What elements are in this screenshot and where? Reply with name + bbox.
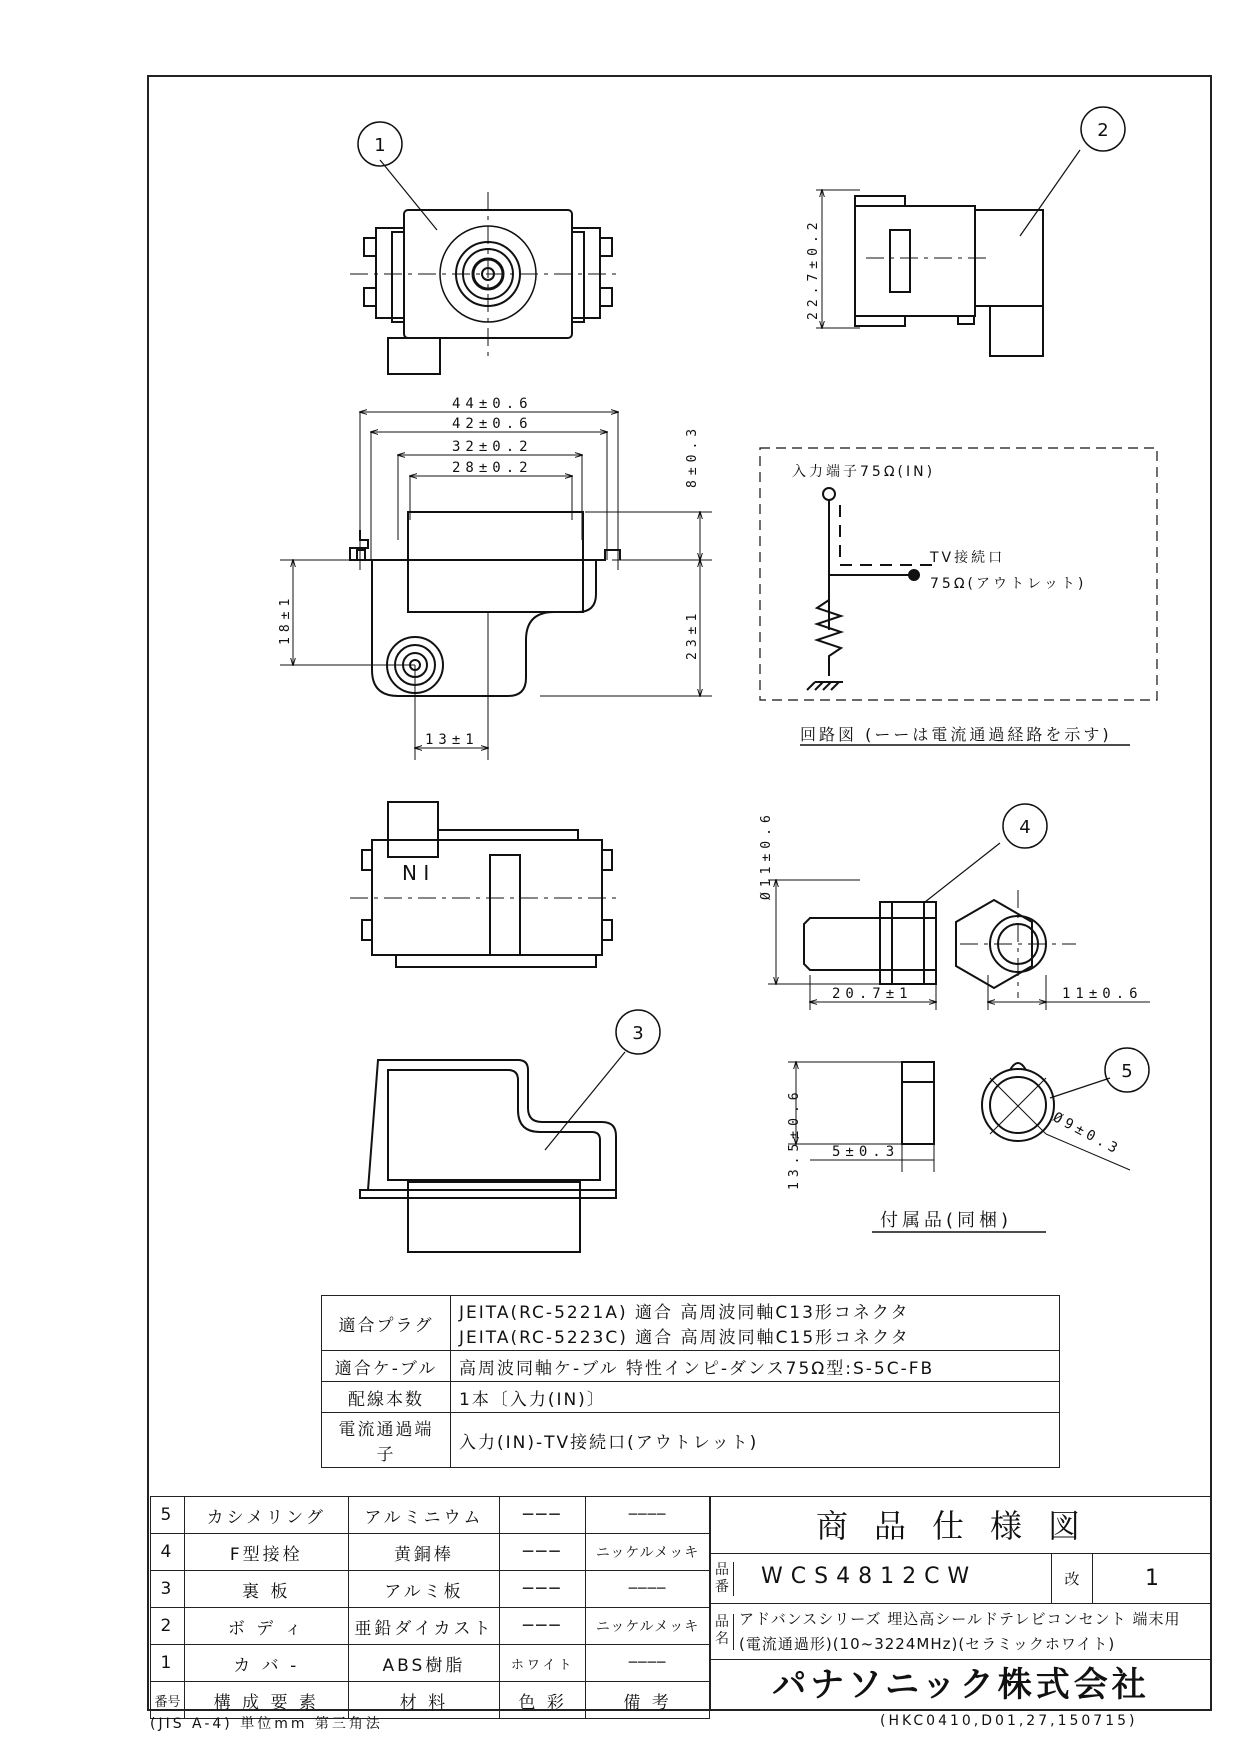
part-number: 2 (151, 1608, 185, 1645)
product-name-line-1: アドバンスシリーズ 埋込高シールドテレビコンセント 端末用 (739, 1610, 1181, 1628)
circuit-out-label-2: 75Ω(アウトレット) (930, 576, 1087, 592)
part-material: ABS樹脂 (348, 1645, 500, 1682)
crimp-ring-view (902, 1062, 1054, 1144)
balloon-1-label: 1 (374, 135, 386, 156)
part-number-row (710, 1554, 1212, 1604)
title-block (710, 1496, 1212, 1710)
dim-d13: 13±1 (425, 732, 479, 748)
back-plate-view (360, 1060, 616, 1252)
bottom-view-body (350, 512, 620, 696)
part-name: F型接栓 (184, 1534, 348, 1571)
spec-key: 適合ケ-ブル (322, 1351, 451, 1382)
part-color: ─── (500, 1608, 586, 1645)
circuit-diagram (760, 448, 1157, 745)
manufacturer-name: パナソニック株式会社 (710, 1660, 1212, 1710)
part-material: 黄銅棒 (348, 1534, 500, 1571)
spec-row (322, 1413, 1060, 1468)
part-note: ──── (586, 1645, 710, 1682)
parts-list (150, 1496, 710, 1719)
circuit-out-label-1: TV接続口 (930, 550, 1006, 566)
part-material: アルミニウム (348, 1497, 500, 1534)
dim-h13: 13.5±0.6 (787, 1087, 802, 1190)
part-color: ─── (500, 1571, 586, 1608)
balloon-2-label: 2 (1097, 120, 1109, 141)
part-note: ニッケルメッキ (586, 1608, 710, 1645)
header-note: 備 考 (586, 1682, 710, 1719)
footer-standard: (JIS A-4) 単位mm 第三角法 (150, 1716, 383, 1732)
part-note: ──── (586, 1571, 710, 1608)
dim-w42: 42±0.6 (452, 416, 533, 432)
header-color: 色 彩 (500, 1682, 586, 1719)
dim-dia11: Ø11±0.6 (759, 810, 774, 900)
part-color: ホワイト (500, 1645, 586, 1682)
spec-key: 適合プラグ (322, 1296, 451, 1351)
product-name-line-2: (電流通過形)(10~3224MHz)(セラミックホワイト) (739, 1635, 1116, 1653)
spec-key: 電流通過端子 (322, 1413, 451, 1468)
part-color: ─── (500, 1497, 586, 1534)
part-name: ボ デ ィ (184, 1608, 348, 1645)
balloon-5-label: 5 (1121, 1061, 1133, 1082)
part-note: ニッケルメッキ (586, 1534, 710, 1571)
parts-row (151, 1497, 710, 1534)
parts-row (151, 1645, 710, 1682)
circuit-caption: 回路図 (ーーは電流通過経路を示す) (800, 725, 1112, 744)
spec-table (321, 1295, 1060, 1468)
front-view-cover (350, 192, 620, 374)
dim-w44: 44±0.6 (452, 396, 533, 412)
spec-value: 入力(IN)-TV接続口(アウトレット) (451, 1413, 1060, 1468)
part-material: アルミ板 (348, 1571, 500, 1608)
header-part: 構 成 要 素 (184, 1682, 348, 1719)
revision-label: 改 (1051, 1554, 1093, 1604)
dim-d8: 8±0.3 (685, 423, 700, 488)
part-name: カシメリング (184, 1497, 348, 1534)
part-note: ──── (586, 1497, 710, 1534)
dim-hex11: 11±0.6 (1062, 986, 1143, 1002)
dim-w5: 5±0.3 (832, 1144, 900, 1160)
part-material: 亜鉛ダイカスト (348, 1608, 500, 1645)
parts-row (151, 1534, 710, 1571)
part-number-value: WCS4812CW (761, 1564, 978, 1589)
spec-line-1: JEITA(RC-5221A) 適合 高周波同軸C13形コネクタ (459, 1303, 910, 1323)
part-number: 1 (151, 1645, 185, 1682)
side-view-body (855, 196, 1043, 356)
product-name-row (710, 1604, 1212, 1660)
dim-len20: 20.7±1 (832, 986, 913, 1002)
dim-d18: 18±1 (278, 593, 293, 645)
header-material: 材 料 (348, 1682, 500, 1719)
dim-w32: 32±0.2 (452, 439, 533, 455)
spec-key: 配線本数 (322, 1382, 451, 1413)
parts-row (151, 1571, 710, 1608)
footer-doc-code: (HKC0410,D01,27,150715) (880, 1713, 1138, 1729)
balloon-3-label: 3 (632, 1023, 644, 1044)
accessory-caption: 付属品(同梱) (880, 1210, 1013, 1231)
drawing-title: 商品仕様図 (710, 1496, 1212, 1554)
part-color: ─── (500, 1534, 586, 1571)
name-label: 品名 (711, 1614, 734, 1650)
dim-w28: 28±0.2 (452, 460, 533, 476)
parts-row (151, 1608, 710, 1645)
revision-value: 1 (1145, 1566, 1159, 1591)
spec-row (322, 1296, 1060, 1351)
part-name: カ バ - (184, 1645, 348, 1682)
part-label: 品番 (711, 1562, 734, 1596)
part-number: 5 (151, 1497, 185, 1534)
part-name: 裏 板 (184, 1571, 348, 1608)
f-connector-view (804, 890, 1076, 998)
part-number: 4 (151, 1534, 185, 1571)
back-view-label: N I (402, 861, 430, 885)
spec-value: 1本〔入力(IN)〕 (451, 1382, 1060, 1413)
spec-line-2: JEITA(RC-5223C) 適合 高周波同軸C15形コネクタ (459, 1328, 910, 1348)
dim-d23: 23±1 (685, 608, 700, 660)
back-view-body (350, 802, 620, 967)
spec-value: 高周波同軸ケ-ブル 特性インピ-ダンス75Ω型:S-5C-FB (451, 1351, 1060, 1382)
circuit-in-label: 入力端子75Ω(IN) (792, 464, 936, 480)
spec-row (322, 1382, 1060, 1413)
dim-height: 22.7±0.2 (806, 217, 821, 320)
spec-value (451, 1296, 1060, 1351)
part-number: 3 (151, 1571, 185, 1608)
header-number: 番号 (151, 1682, 185, 1719)
balloon-4-label: 4 (1019, 817, 1031, 838)
spec-row (322, 1351, 1060, 1382)
dim-dia9: Ø9±0.3 (1050, 1109, 1124, 1159)
